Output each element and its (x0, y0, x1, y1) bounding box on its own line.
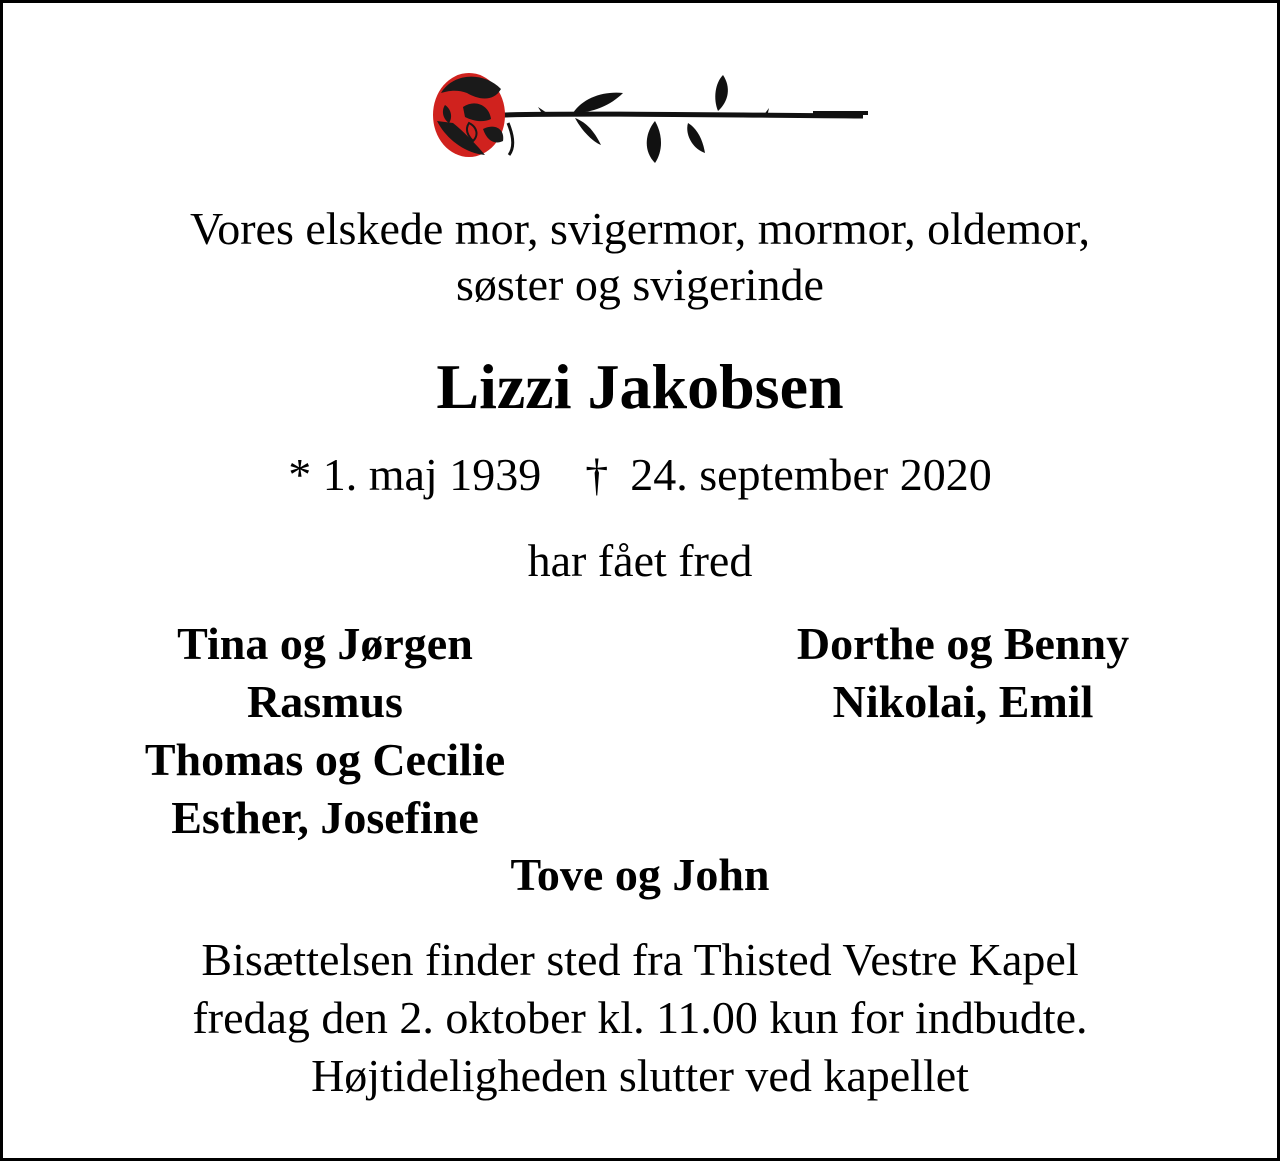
mourner-line: Rasmus (247, 676, 403, 727)
mourners-right (683, 615, 1243, 731)
died-date: 24. september 2020 (630, 449, 992, 500)
mourner-line: Esther, Josefine (171, 792, 479, 843)
funeral-info (3, 931, 1277, 1105)
funeral-line-1: Bisættelsen finder sted fra Thisted Vestre Kapel (201, 934, 1079, 985)
peace-text: har fået fred (527, 535, 753, 586)
born-symbol: * (288, 449, 312, 500)
mourner-line: Nikolai, Emil (832, 676, 1094, 727)
funeral-line-3: Højtideligheden slutter ved kapellet (311, 1050, 969, 1101)
mourner-line: Dorthe og Benny (796, 618, 1130, 669)
intro-line-1: Vores elskede mor, svigermor, mormor, oldemor, (189, 203, 1091, 254)
funeral-line-2: fredag den 2. oktober kl. 11.00 kun for indbudte. (192, 992, 1088, 1043)
intro-text (3, 201, 1277, 313)
mourners-joint: Tove og John (510, 849, 770, 900)
red-rose-icon (423, 63, 873, 173)
life-dates (3, 447, 1277, 503)
intro-line-2: søster og svigerinde (456, 259, 824, 310)
born-date: 1. maj 1939 (322, 449, 542, 500)
died-symbol: † (585, 449, 609, 500)
deceased-name: Lizzi Jakobsen (436, 351, 844, 422)
mourners-left (45, 615, 605, 847)
mourner-line: Tina og Jørgen (177, 618, 473, 669)
mourner-line: Thomas og Cecilie (144, 734, 506, 785)
